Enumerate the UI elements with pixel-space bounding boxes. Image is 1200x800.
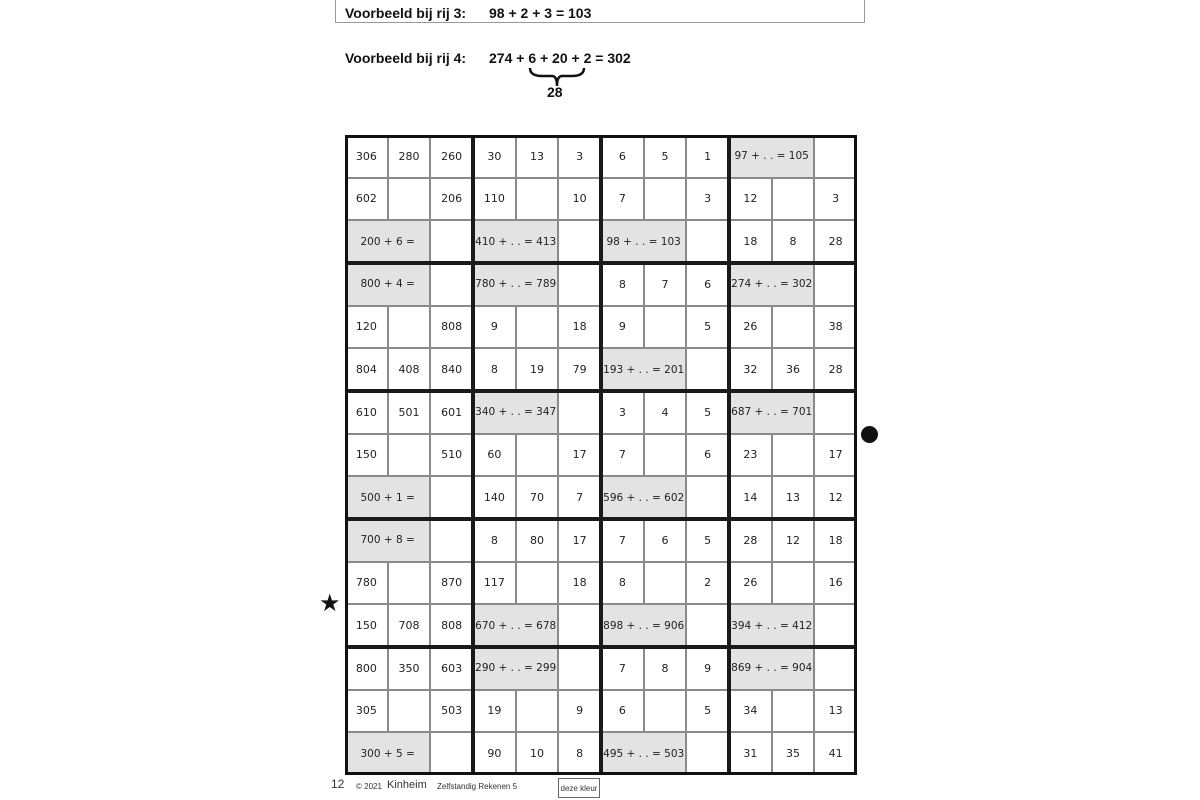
equation-cell: 97 + . . = 105 — [729, 135, 814, 178]
number-cell: 7 — [558, 476, 601, 519]
answer-cell[interactable] — [644, 434, 687, 477]
number-cell: 13 — [516, 135, 559, 178]
number-cell: 12 — [772, 519, 815, 562]
equation-cell: 290 + . . = 299 — [473, 647, 558, 690]
answer-cell[interactable] — [558, 263, 601, 306]
number-cell: 35 — [772, 732, 815, 775]
answer-cell[interactable] — [772, 434, 815, 477]
number-cell: 18 — [558, 306, 601, 349]
number-cell: 6 — [601, 690, 644, 733]
answer-cell[interactable] — [772, 306, 815, 349]
number-cell: 808 — [430, 306, 473, 349]
answer-cell[interactable] — [558, 220, 601, 263]
number-cell: 150 — [345, 604, 388, 647]
answer-cell[interactable] — [430, 519, 473, 562]
number-cell: 2 — [686, 562, 729, 605]
answer-cell[interactable] — [686, 604, 729, 647]
number-cell: 41 — [814, 732, 857, 775]
copyright: © 2021 — [356, 782, 382, 791]
number-cell: 8 — [558, 732, 601, 775]
number-cell: 32 — [729, 348, 772, 391]
equation-cell: 596 + . . = 602 — [601, 476, 686, 519]
answer-cell[interactable] — [388, 434, 431, 477]
number-cell: 28 — [729, 519, 772, 562]
number-cell: 305 — [345, 690, 388, 733]
number-cell: 19 — [473, 690, 516, 733]
equation-cell: 394 + . . = 412 — [729, 604, 814, 647]
answer-cell[interactable] — [772, 562, 815, 605]
equation-cell: 687 + . . = 701 — [729, 391, 814, 434]
number-cell: 9 — [686, 647, 729, 690]
number-cell: 3 — [558, 135, 601, 178]
answer-cell[interactable] — [686, 732, 729, 775]
number-cell: 13 — [814, 690, 857, 733]
number-cell: 10 — [516, 732, 559, 775]
number-cell: 6 — [644, 519, 687, 562]
answer-cell[interactable] — [430, 263, 473, 306]
number-cell: 306 — [345, 135, 388, 178]
number-cell: 610 — [345, 391, 388, 434]
number-cell: 280 — [388, 135, 431, 178]
number-cell: 8 — [601, 263, 644, 306]
number-cell: 17 — [558, 434, 601, 477]
answer-cell[interactable] — [430, 220, 473, 263]
answer-cell[interactable] — [814, 391, 857, 434]
number-cell: 503 — [430, 690, 473, 733]
color-legend-box: deze kleur — [558, 778, 600, 798]
answer-cell[interactable] — [772, 178, 815, 221]
number-cell: 140 — [473, 476, 516, 519]
answer-cell[interactable] — [814, 604, 857, 647]
number-cell: 14 — [729, 476, 772, 519]
equation-cell: 898 + . . = 906 — [601, 604, 686, 647]
number-cell: 350 — [388, 647, 431, 690]
number-cell: 70 — [516, 476, 559, 519]
number-cell: 31 — [729, 732, 772, 775]
number-cell: 6 — [686, 434, 729, 477]
number-cell: 7 — [644, 263, 687, 306]
equation-cell: 410 + . . = 413 — [473, 220, 558, 263]
star-marker-icon: ★ — [319, 590, 341, 617]
number-cell: 12 — [729, 178, 772, 221]
number-cell: 150 — [345, 434, 388, 477]
answer-cell[interactable] — [516, 434, 559, 477]
answer-cell[interactable] — [644, 306, 687, 349]
example-row4-label: Voorbeeld bij rij 4: — [345, 50, 467, 66]
number-cell: 870 — [430, 562, 473, 605]
equation-cell: 700 + 8 = — [345, 519, 430, 562]
number-cell: 840 — [430, 348, 473, 391]
answer-cell[interactable] — [814, 647, 857, 690]
equation-cell: 869 + . . = 904 — [729, 647, 814, 690]
example-row4-equation: 274 + 6 + 20 + 2 = 302 — [489, 50, 631, 66]
number-cell: 601 — [430, 391, 473, 434]
number-cell: 408 — [388, 348, 431, 391]
number-cell: 7 — [601, 647, 644, 690]
number-cell: 780 — [345, 562, 388, 605]
answer-cell[interactable] — [388, 690, 431, 733]
number-cell: 9 — [473, 306, 516, 349]
answer-cell[interactable] — [644, 178, 687, 221]
number-cell: 117 — [473, 562, 516, 605]
number-cell: 8 — [473, 519, 516, 562]
number-cell: 28 — [814, 348, 857, 391]
number-cell: 16 — [814, 562, 857, 605]
number-cell: 79 — [558, 348, 601, 391]
number-cell: 8 — [772, 220, 815, 263]
number-cell: 3 — [686, 178, 729, 221]
number-cell: 5 — [686, 690, 729, 733]
equation-cell: 780 + . . = 789 — [473, 263, 558, 306]
number-cell: 110 — [473, 178, 516, 221]
answer-cell[interactable] — [814, 263, 857, 306]
answer-cell[interactable] — [388, 306, 431, 349]
number-cell: 501 — [388, 391, 431, 434]
answer-cell[interactable] — [558, 604, 601, 647]
page-number: 12 — [331, 777, 345, 791]
equation-cell: 500 + 1 = — [345, 476, 430, 519]
number-cell: 5 — [686, 519, 729, 562]
example-row4-brace-value: 28 — [547, 84, 563, 100]
answer-cell[interactable] — [388, 562, 431, 605]
answer-cell[interactable] — [430, 476, 473, 519]
equation-cell: 340 + . . = 347 — [473, 391, 558, 434]
equation-cell: 670 + . . = 678 — [473, 604, 558, 647]
book-title: Zelfstandig Rekenen 5 — [437, 782, 518, 791]
number-cell: 18 — [558, 562, 601, 605]
number-cell: 7 — [601, 519, 644, 562]
number-cell: 38 — [814, 306, 857, 349]
answer-cell[interactable] — [686, 348, 729, 391]
equation-cell: 200 + 6 = — [345, 220, 430, 263]
number-cell: 603 — [430, 647, 473, 690]
equation-cell: 274 + . . = 302 — [729, 263, 814, 306]
number-cell: 8 — [644, 647, 687, 690]
number-cell: 5 — [686, 391, 729, 434]
number-cell: 18 — [729, 220, 772, 263]
number-cell: 23 — [729, 434, 772, 477]
number-cell: 804 — [345, 348, 388, 391]
number-cell: 28 — [814, 220, 857, 263]
number-cell: 17 — [814, 434, 857, 477]
answer-cell[interactable] — [516, 306, 559, 349]
number-cell: 10 — [558, 178, 601, 221]
answer-cell[interactable] — [558, 647, 601, 690]
number-cell: 120 — [345, 306, 388, 349]
number-cell: 4 — [644, 391, 687, 434]
equation-cell: 300 + 5 = — [345, 732, 430, 775]
number-cell: 8 — [473, 348, 516, 391]
example-row3-label: Voorbeeld bij rij 3: — [345, 5, 467, 21]
answer-cell[interactable] — [814, 135, 857, 178]
publisher-logo: Kinheim — [387, 779, 427, 791]
answer-cell[interactable] — [686, 476, 729, 519]
number-cell: 17 — [558, 519, 601, 562]
number-cell: 34 — [729, 690, 772, 733]
number-cell: 30 — [473, 135, 516, 178]
number-cell: 80 — [516, 519, 559, 562]
answer-cell[interactable] — [516, 690, 559, 733]
number-cell: 5 — [686, 306, 729, 349]
answer-cell[interactable] — [430, 732, 473, 775]
circle-marker-icon — [861, 426, 878, 443]
sudoku-grid — [345, 135, 857, 775]
equation-cell: 193 + . . = 201 — [601, 348, 686, 391]
number-cell: 3 — [601, 391, 644, 434]
number-cell: 36 — [772, 348, 815, 391]
number-cell: 3 — [814, 178, 857, 221]
answer-cell[interactable] — [644, 690, 687, 733]
answer-cell[interactable] — [558, 391, 601, 434]
number-cell: 708 — [388, 604, 431, 647]
number-cell: 260 — [430, 135, 473, 178]
number-cell: 510 — [430, 434, 473, 477]
number-cell: 26 — [729, 562, 772, 605]
number-cell: 9 — [558, 690, 601, 733]
number-cell: 26 — [729, 306, 772, 349]
answer-cell[interactable] — [516, 562, 559, 605]
number-cell: 206 — [430, 178, 473, 221]
answer-cell[interactable] — [516, 178, 559, 221]
number-cell: 19 — [516, 348, 559, 391]
equation-cell: 495 + . . = 503 — [601, 732, 686, 775]
number-cell: 6 — [686, 263, 729, 306]
equation-cell: 98 + . . = 103 — [601, 220, 686, 263]
number-cell: 7 — [601, 434, 644, 477]
number-cell: 12 — [814, 476, 857, 519]
answer-cell[interactable] — [644, 562, 687, 605]
example-row3-equation: 98 + 2 + 3 = 103 — [489, 5, 592, 21]
answer-cell[interactable] — [686, 220, 729, 263]
number-cell: 1 — [686, 135, 729, 178]
number-cell: 800 — [345, 647, 388, 690]
number-cell: 60 — [473, 434, 516, 477]
number-cell: 18 — [814, 519, 857, 562]
number-cell: 6 — [601, 135, 644, 178]
number-cell: 5 — [644, 135, 687, 178]
number-cell: 808 — [430, 604, 473, 647]
equation-cell: 800 + 4 = — [345, 263, 430, 306]
answer-cell[interactable] — [388, 178, 431, 221]
number-cell: 602 — [345, 178, 388, 221]
answer-cell[interactable] — [772, 690, 815, 733]
number-cell: 90 — [473, 732, 516, 775]
number-cell: 13 — [772, 476, 815, 519]
number-cell: 9 — [601, 306, 644, 349]
number-cell: 8 — [601, 562, 644, 605]
number-cell: 7 — [601, 178, 644, 221]
